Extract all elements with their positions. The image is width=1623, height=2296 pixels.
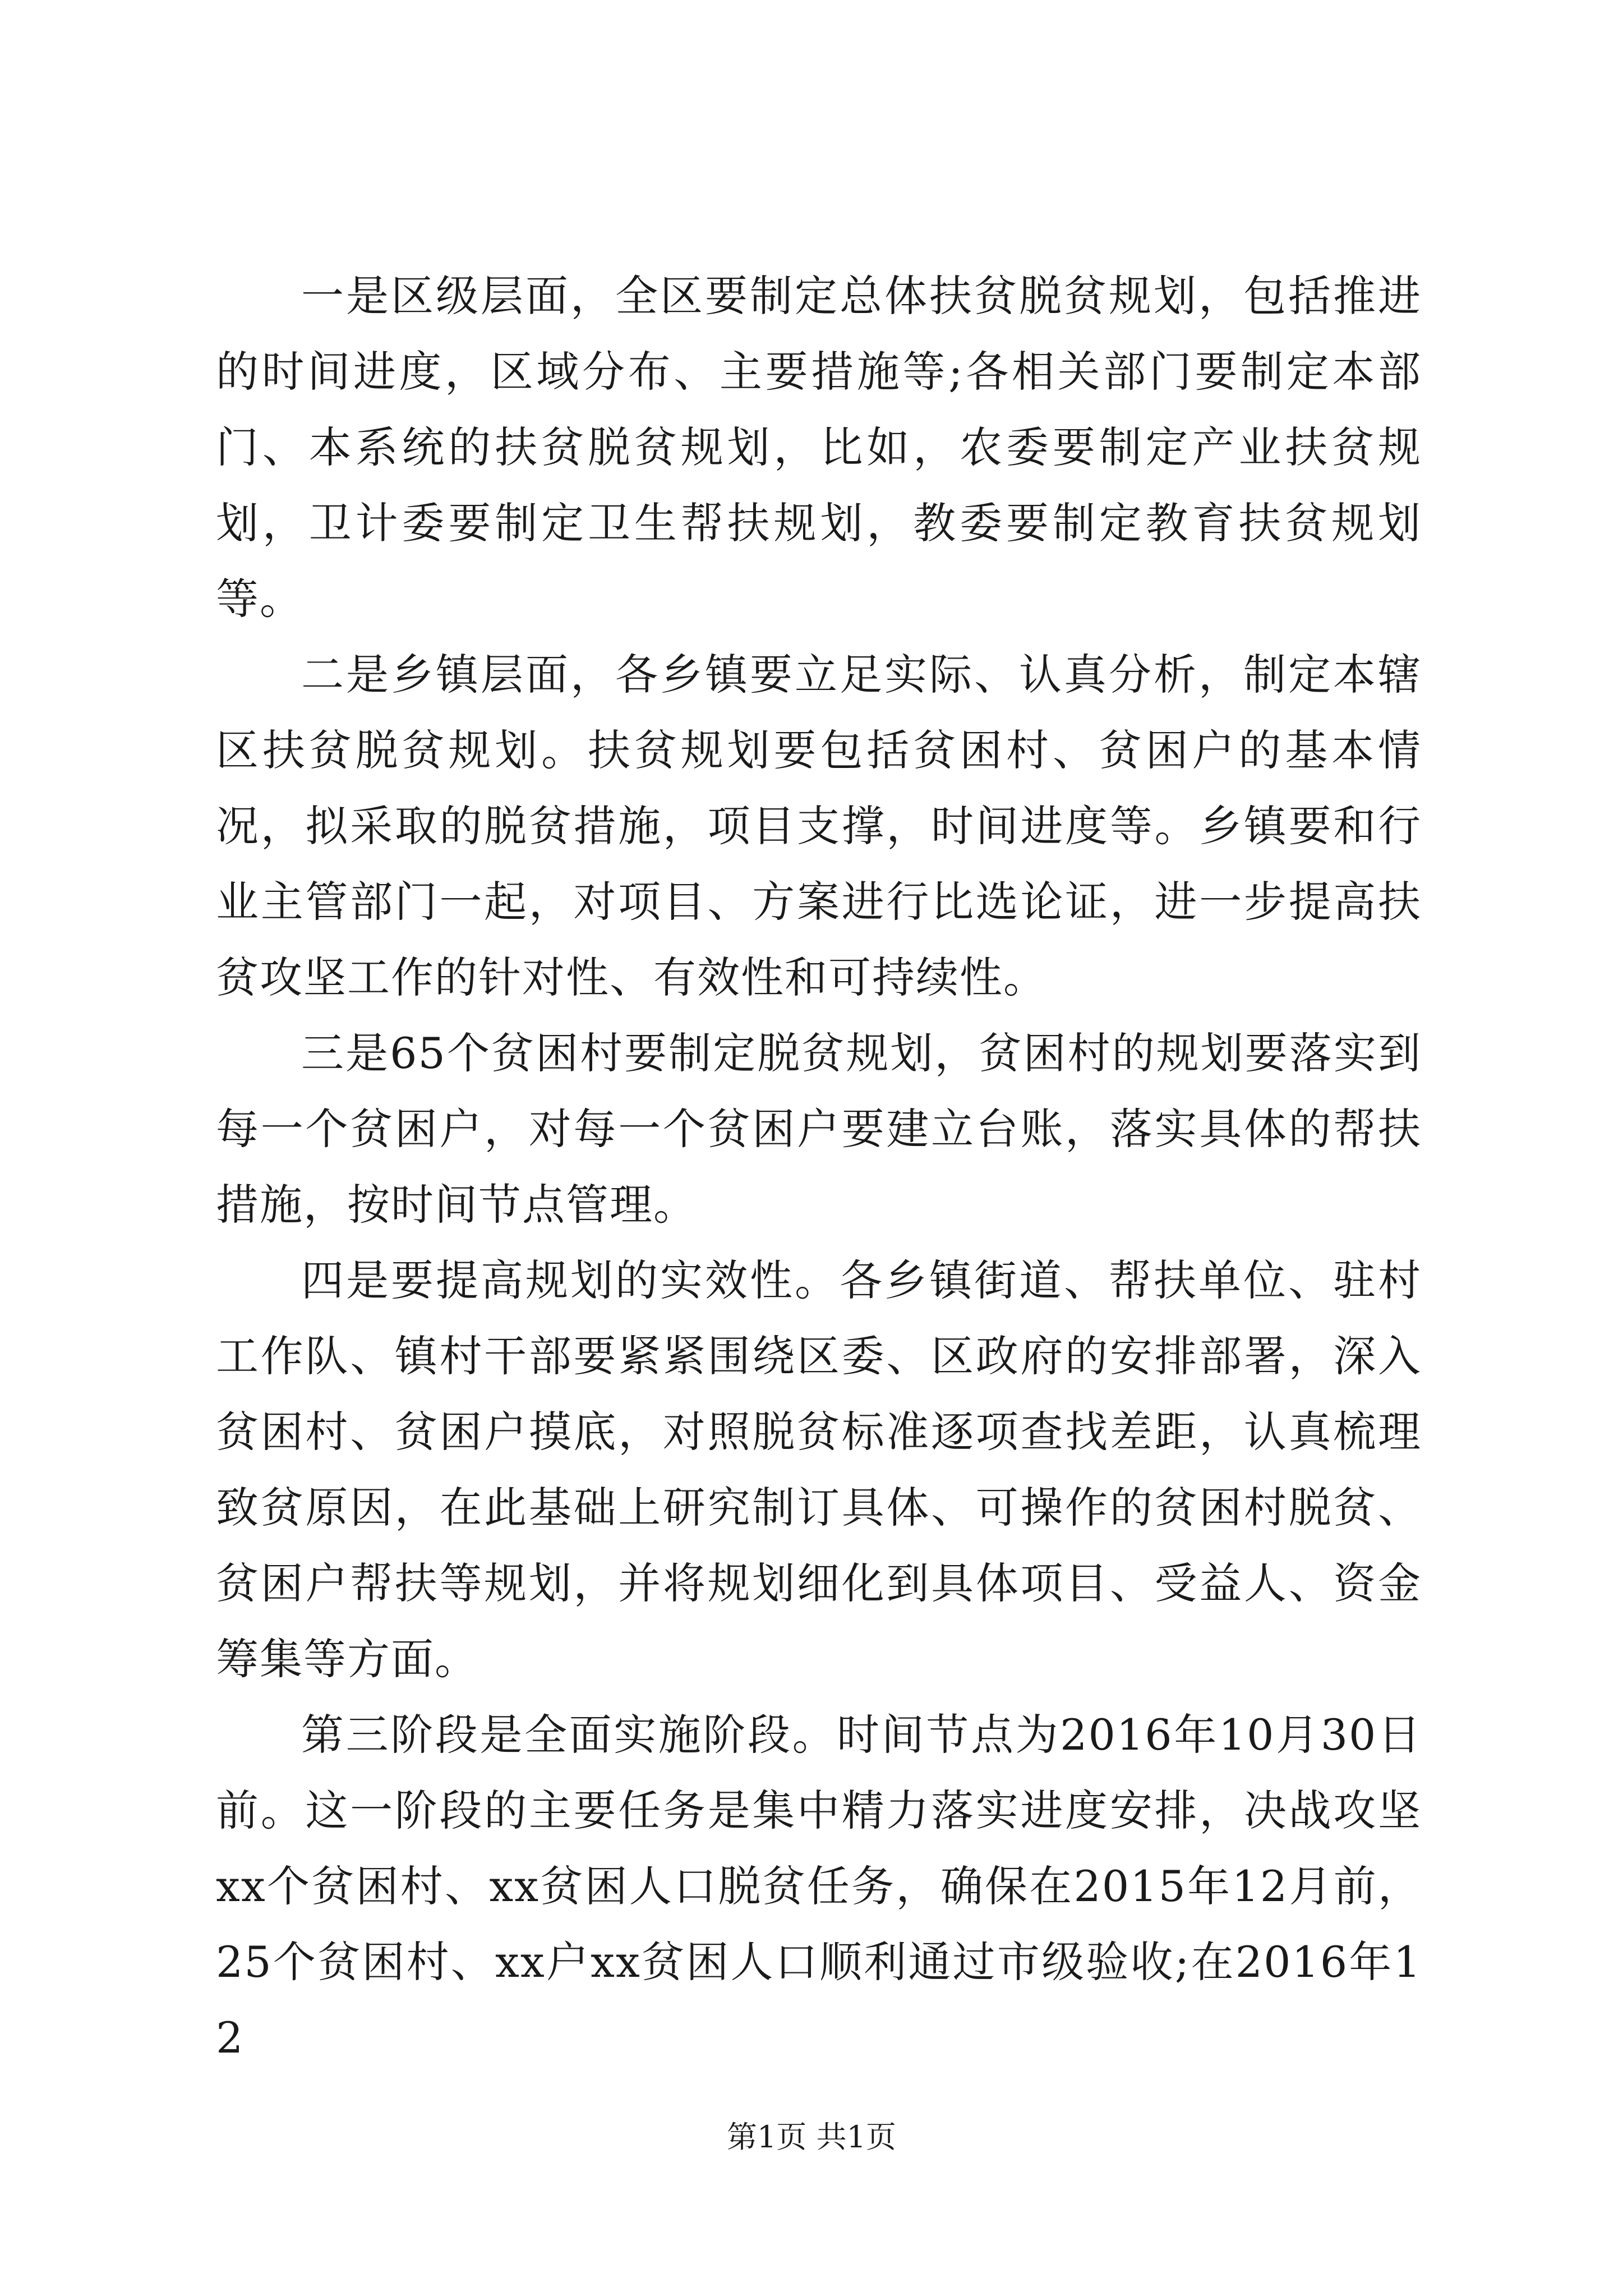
page-number-footer: 第1页 共1页 [727, 2119, 896, 2155]
paragraph-plan-effectiveness: 四是要提高规划的实效性。各乡镇街道、帮扶单位、驻村工作队、镇村干部要紧紧围绕区委、区政府的安排部署，深入贫困村、贫困户摸底，对照脱贫标准逐项查找差距，认真梳理致贫原因，在此基础上研究制订具体、可操作的贫困村脱贫、贫困户帮扶等规划，并将规划细化到具体项目、受益人、资金筹集等方面。 [216, 1255, 1422, 1684]
paragraph-district-level: 一是区级层面，全区要制定总体扶贫脱贫规划，包括推进的时间进度，区域分布、主要措施等;各相关部门要制定本部门、本系统的扶贫脱贫规划，比如，农委要制定产业扶贫规划，卫计委要制定卫生帮扶规划，教委要制定教育扶贫规划等。 [216, 271, 1422, 624]
document-body [216, 258, 1422, 2076]
paragraph-poor-villages: 三是65个贫困村要制定脱贫规划，贫困村的规划要落实到每一个贫困户，对每一个贫困户要建立台账，落实具体的帮扶措施，按时间节点管理。 [216, 1028, 1422, 1230]
paragraph-township-level: 二是乡镇层面，各乡镇要立足实际、认真分析，制定本辖区扶贫脱贫规划。扶贫规划要包括贫困村、贫困户的基本情况，拟采取的脱贫措施，项目支撑，时间进度等。乡镇要和行业主管部门一起，对项目、方案进行比选论证，进一步提高扶贫攻坚工作的针对性、有效性和可持续性。 [216, 650, 1422, 1002]
paragraph-third-stage: 第三阶段是全面实施阶段。时间节点为2016年10月30日前。这一阶段的主要任务是集中精力落实进度安排，决战攻坚xx个贫困村、xx贫困人口脱贫任务，确保在2015年12月前，25个贫困村、xx户xx贫困人口顺利通过市级验收;在2016年12 [216, 1710, 1422, 2063]
